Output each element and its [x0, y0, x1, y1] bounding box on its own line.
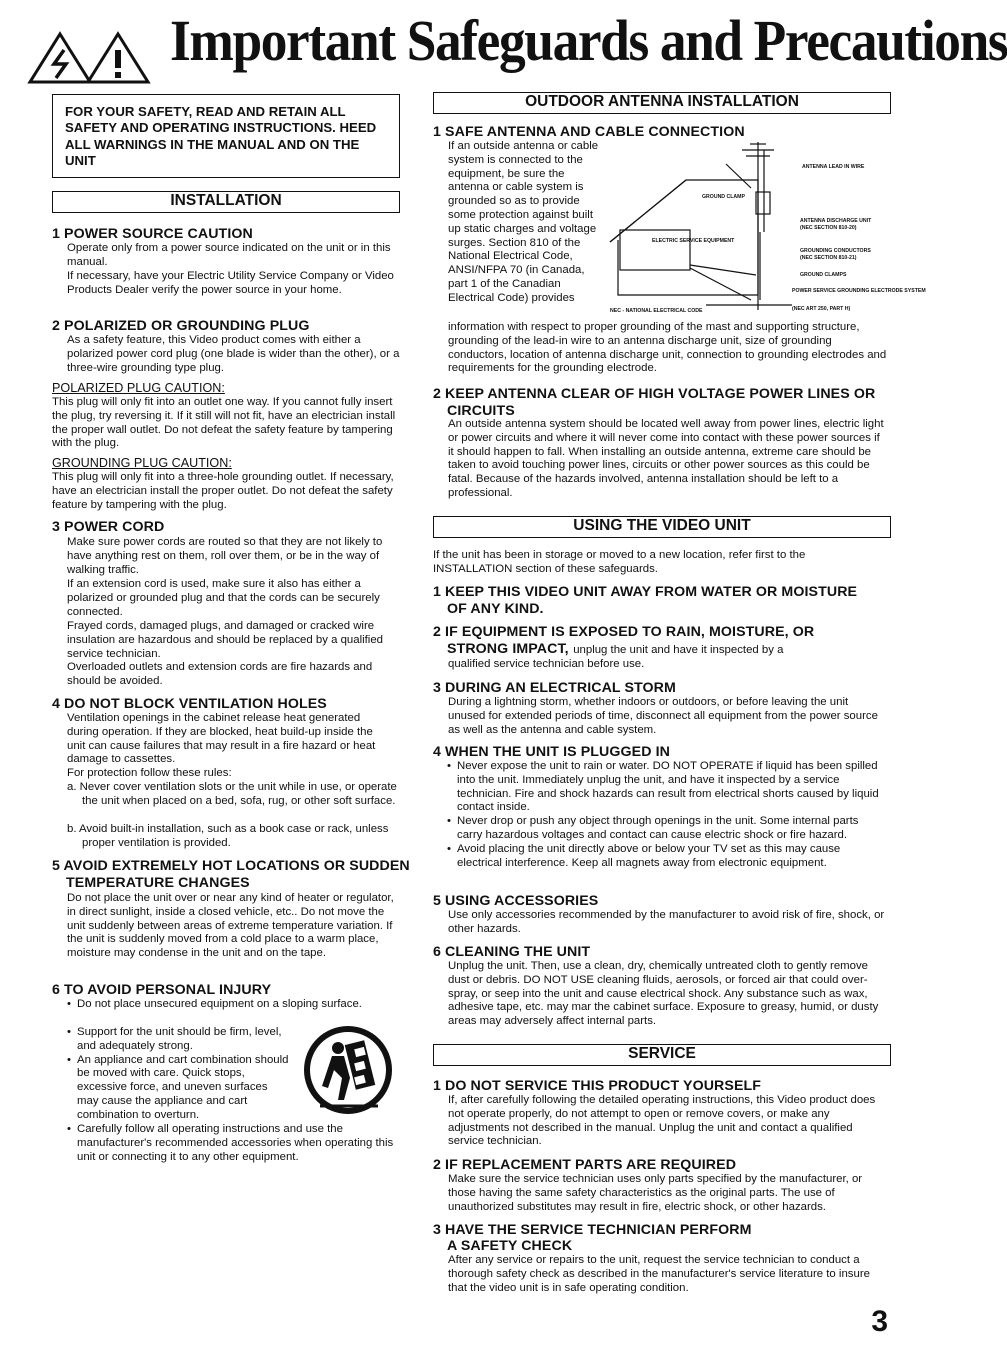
list-item: • An appliance and cart combination should be moved with care. Quick stops, excessive force, and uneven surfaces may cause the appliance and cart combination to overturn.: [65, 1054, 291, 1123]
page-number: 3: [871, 1305, 888, 1338]
replacement-parts-heading: 2 IF REPLACEMENT PARTS ARE REQUIRED: [433, 1157, 737, 1173]
plugged-in-heading: 4 WHEN THE UNIT IS PLUGGED IN: [433, 744, 671, 760]
power-cord-text-3: Frayed cords, damaged plugs, and damaged or cracked wire insulation are hazardous and should be replaced by a qualified service technician.: [67, 620, 383, 660]
list-item: • Never drop or push any object through openings in the unit. Some internal parts carry hazardous voltages and contact can cause electric shock or fire hazard.: [445, 815, 881, 843]
antenna-connection-text-cont: information with respect to proper grounding of the mast and supporting structure, grounding of the lead-in wire to an antenna discharge unit, size of grounding conductors, location of antenna discharge unit, connection to grounding electrodes and requirements for the grounding electrode.: [448, 321, 887, 375]
ventilation-heading: 4 DO NOT BLOCK VENTILATION HOLES: [52, 696, 327, 712]
safety-check-heading: 3 HAVE THE SERVICE TECHNICIAN PERFORM: [433, 1222, 752, 1238]
strong-impact-line: [447, 640, 891, 658]
power-lines-text: An outside antenna system should be located well away from power lines, electric light or power circuits and where it will never come into contact with these power sources if it should happen to fall. When installing an outside antenna, extreme care should be taken to avoid touching power lines, circuits or other power sources as this could be fatal. Because of the hazards involved, antenna installation should be left to a professional.: [448, 418, 884, 499]
strong-impact-text: unplug the unit and have it inspected by a: [573, 644, 784, 656]
antenna-connection-text: If an outside antenna or cable system is connected to the equipment, be sure the antenna or cable system is grounded so as to provide some protection against built up static charges and voltage surges. Section 810 of the National Electrical Code, ANSI/NFPA 70 (in Canada, part 1 of the Canadian Electrical Code) provides: [448, 140, 599, 304]
strong-impact-text-cont: qualified service technician before use.: [448, 658, 645, 670]
diagram-label-nec-note: NEC - NATIONAL ELECTRICAL CODE: [610, 308, 703, 314]
no-self-service-text: If, after carefully following the detailed operating instructions, this Video product does not operate properly, do not attempt to open or remove covers, or make any adjustments not described in the manual. Unplug the unit and contact a qualified service technician.: [448, 1094, 876, 1148]
power-lines-heading: 2 KEEP ANTENNA CLEAR OF HIGH VOLTAGE POWER LINES OR CIRCUITS: [433, 386, 876, 419]
diagram-label-power-service: POWER SERVICE GROUNDING ELECTRODE SYSTEM: [792, 288, 926, 294]
power-source-text-2: If necessary, have your Electric Utility Service Company or Video Products Dealer verify the power source in your home.: [67, 270, 394, 296]
list-item: • Do not place unsecured equipment on a sloping surface.: [65, 998, 365, 1012]
service-title: SERVICE: [628, 1045, 696, 1062]
polarized-caution-text: This plug will only fit into an outlet one way. If you cannot fully insert the plug, try reversing it. If it still will not fit, have an electrician install the proper wall outlet. Do not defeat the safety feature by tampering with the plug.: [52, 396, 396, 450]
ventilation-rule-a: a. Never cover ventilation slots or the unit while in use, or operate the unit when placed on a bed, sofa, rug, or other soft surface.: [67, 781, 397, 807]
diagram-label-grounding-nec: (NEC SECTION 810-21): [800, 255, 857, 261]
power-cord-text-4: Overloaded outlets and extension cords are fire hazards and should be avoided.: [67, 661, 373, 687]
antenna-grounding-diagram: [606, 140, 926, 316]
cleaning-heading: 6 CLEANING THE UNIT: [433, 944, 591, 960]
diagram-label-grounding-conductors: GROUNDING CONDUCTORS: [800, 248, 871, 254]
using-video-unit-title: USING THE VIDEO UNIT: [573, 517, 751, 534]
list-item: • Support for the unit should be firm, level, and adequately strong.: [65, 1026, 291, 1054]
personal-injury-list-3: [65, 1123, 399, 1164]
electrical-storm-text: During a lightning storm, whether indoors or outdoors, or before leaving the unit unused for extended periods of time, disconnect all equipment from the power source as well as the antenna and cable system.: [448, 696, 878, 736]
diagram-label-discharge-unit: ANTENNA DISCHARGE UNIT: [800, 218, 872, 224]
no-self-service-heading: 1 DO NOT SERVICE THIS PRODUCT YOURSELF: [433, 1078, 762, 1094]
diagram-label-electric-service: ELECTRIC SERVICE EQUIPMENT: [652, 238, 735, 244]
diagram-label-ground-clamp: GROUND CLAMP: [702, 194, 745, 200]
replacement-parts-text: Make sure the service technician uses only parts specified by the manufacturer, or those having the same safety characteristics as the original parts. The use of unauthorized substitutes may result in fire, electric shock, or other hazards.: [448, 1173, 863, 1213]
cleaning-text: Unplug the unit. Then, use a clean, dry, chemically untreated cloth to gently remove dust or debris. DO NOT USE cleaning fluids, aerosols, or forced air that could over-spray, or seep into the unit and cause electrical shock. Any substance such as wax, adhesive tape, etc. may mar the cabinet surface. Exposure to greasy, humid, or dusty areas may adversely affect internal parts.: [448, 960, 879, 1028]
ventilation-text-1: Ventilation openings in the cabinet release heat generated during operation. If they are blocked, heat build-up inside the unit can cause failures that may result in a fire hazard or heat damage to cassettes.: [67, 712, 376, 766]
power-source-heading: 1 POWER SOURCE CAUTION: [52, 226, 253, 242]
antenna-connection-heading: 1 SAFE ANTENNA AND CABLE CONNECTION: [433, 124, 745, 140]
power-cord-text-2: If an extension cord is used, make sure it also has either a polarized or grounded plug and that the cords can be securely connected.: [67, 578, 380, 618]
outdoor-antenna-title: OUTDOOR ANTENNA INSTALLATION: [525, 93, 799, 110]
installation-header: [52, 191, 400, 213]
installation-title: INSTALLATION: [170, 192, 282, 209]
ventilation-text-2: For protection follow these rules:: [67, 767, 232, 779]
using-video-unit-header: [433, 516, 891, 538]
diagram-label-power-nec: (NEC ART 250, PART H): [792, 306, 851, 312]
personal-injury-list-2: [65, 1026, 291, 1123]
rain-moisture-heading: 2 IF EQUIPMENT IS EXPOSED TO RAIN, MOISTURE, OR: [433, 624, 815, 640]
water-moisture-heading: 1 KEEP THIS VIDEO UNIT AWAY FROM WATER OR MOISTURE OF ANY KIND.: [433, 584, 858, 617]
list-item: • Avoid placing the unit directly above or below your TV set as this may cause electrical interference. Keep all magnets away from electronic equipment.: [445, 843, 881, 871]
outdoor-antenna-header: [433, 92, 891, 114]
grounding-caution-text: This plug will only fit into a three-hole grounding outlet. If necessary, have an electrician install the proper outlet. Do not defeat the safety feature by tampering with the plug.: [52, 471, 394, 511]
plugged-in-list: [445, 760, 881, 870]
polarized-plug-heading: 2 POLARIZED OR GROUNDING PLUG: [52, 318, 310, 334]
safety-notice-box: FOR YOUR SAFETY, READ AND RETAIN ALL SAFETY AND OPERATING INSTRUCTIONS. HEED ALL WARNINGS IN THE MANUAL AND ON THE UNIT: [52, 94, 400, 178]
hot-locations-heading: 5 AVOID EXTREMELY HOT LOCATIONS OR SUDDEN TEMPERATURE CHANGES: [52, 858, 410, 891]
exclamation-warning-icon: [88, 34, 148, 82]
hot-locations-text: Do not place the unit over or near any kind of heater or regulator, in direct sunlight, inside a closed vehicle, etc.. Do not move the unit suddenly between areas of extreme temperature variation. If the unit is suddenly moved from a cold place to a warm place, moisture may condense in the unit and on the tape.: [67, 892, 394, 960]
personal-injury-list: [65, 998, 365, 1012]
accessories-heading: 5 USING ACCESSORIES: [433, 893, 599, 909]
power-cord-text-1: Make sure power cords are routed so that they are not likely to have anything rest on them, roll over them, or be in the way of walking traffic.: [67, 536, 383, 576]
diagram-label-lead-in: ANTENNA LEAD IN WIRE: [802, 164, 865, 170]
polarized-caution-label: POLARIZED PLUG CAUTION:: [52, 381, 225, 395]
warning-icons: [26, 30, 174, 84]
cart-tipover-warning-icon: [298, 1022, 398, 1118]
list-item: • Carefully follow all operating instructions and use the manufacturer's recommended accessories when operating this unit or connecting it to any other equipment.: [65, 1123, 399, 1164]
list-item: • Never expose the unit to rain or water. DO NOT OPERATE if liquid has been spilled into the unit. Immediately unplug the unit, and have it inspected by a service technician. Fire and shock hazards can result from electrical shorts caused by liquid contact inside.: [445, 760, 881, 815]
grounding-caution-label: GROUNDING PLUG CAUTION:: [52, 456, 232, 470]
electrical-storm-heading: 3 DURING AN ELECTRICAL STORM: [433, 680, 676, 696]
service-header: [433, 1044, 891, 1066]
ventilation-rule-b: b. Avoid built-in installation, such as a book case or rack, unless proper ventilation is provided.: [67, 823, 389, 849]
accessories-text: Use only accessories recommended by the manufacturer to avoid risk of fire, shock, or other hazards.: [448, 909, 885, 935]
lightning-warning-icon: [30, 34, 90, 82]
using-intro-text: If the unit has been in storage or moved to a new location, refer first to the INSTALLATION section of these safeguards.: [433, 549, 806, 575]
polarized-plug-text: As a safety feature, this Video product comes with either a polarized power cord plug (one blade is wider than the other), or a three-wire grounding type plug.: [67, 334, 400, 374]
strong-impact-heading: STRONG IMPACT,: [447, 641, 569, 657]
safety-check-text: After any service or repairs to the unit, request the service technician to conduct a thorough safety check as described in the manufacturer's service literature to insure that the video unit is in safe operating condition.: [448, 1254, 870, 1294]
diagram-label-discharge-nec: (NEC SECTION 810-20): [800, 225, 857, 231]
page-title: Important Safeguards and Precautions: [170, 8, 1007, 73]
power-source-text-1: Operate only from a power source indicated on the unit or in this manual.: [67, 242, 391, 268]
diagram-label-ground-clamps: GROUND CLAMPS: [800, 272, 847, 278]
personal-injury-heading: 6 TO AVOID PERSONAL INJURY: [52, 982, 272, 998]
safety-check-heading-2: A SAFETY CHECK: [447, 1238, 573, 1254]
power-cord-heading: 3 POWER CORD: [52, 519, 165, 535]
